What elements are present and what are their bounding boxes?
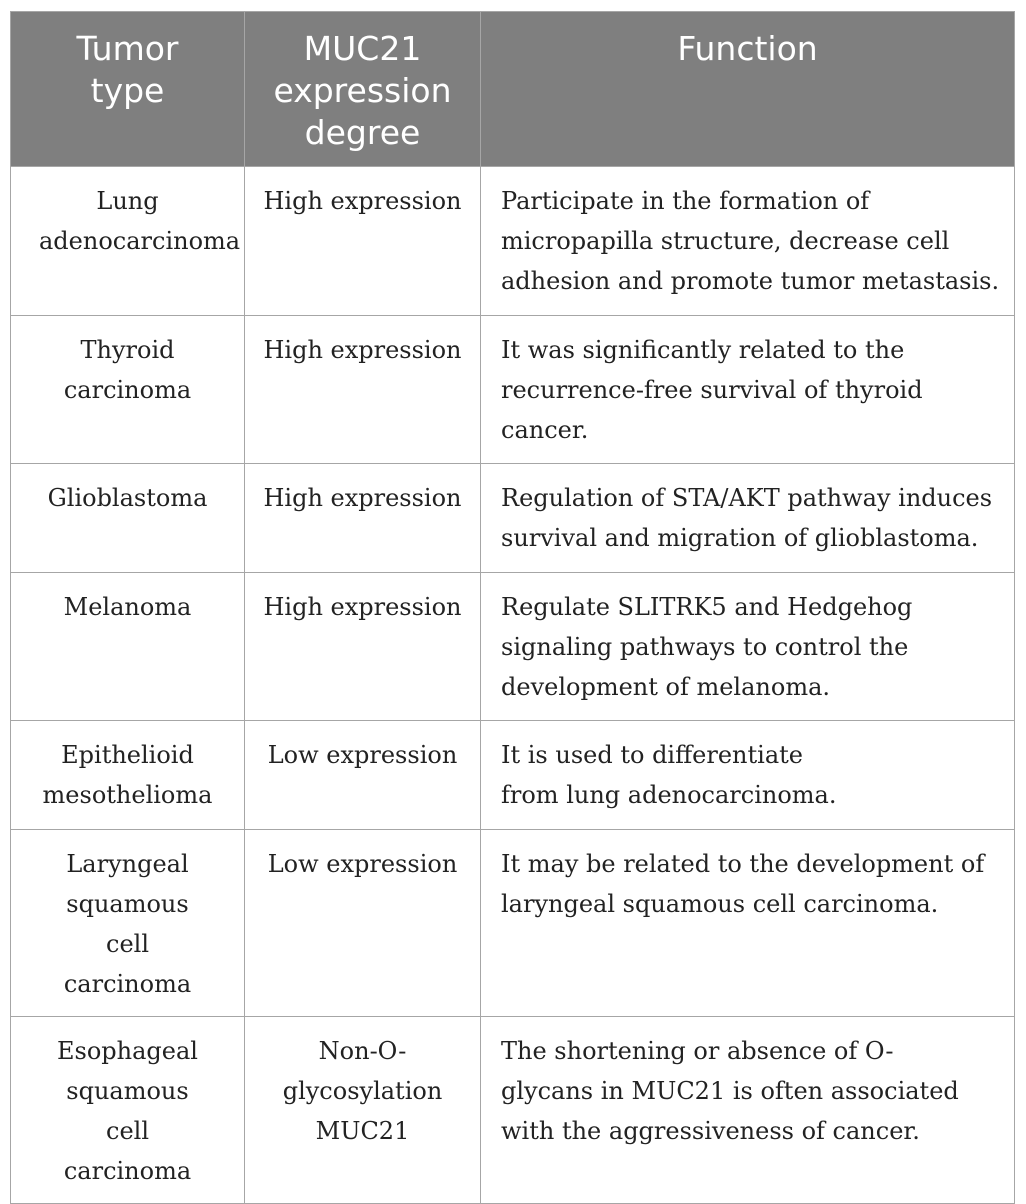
header-function xyxy=(481,12,1015,167)
cell-tumor-type: Melanoma xyxy=(11,573,245,721)
cell-tumor-type: Glioblastoma xyxy=(11,464,245,573)
cell-expression: Low expression xyxy=(245,830,481,1017)
cell-function: The shortening or absence of O-glycans in MUC21 is often associated with the aggressiveness of cancer. xyxy=(481,1017,1015,1204)
cell-tumor-type: Laryngeal squamous cell carcinoma xyxy=(11,830,245,1017)
cell-tumor-type: Esophageal squamous cell carcinoma xyxy=(11,1017,245,1204)
cell-function: Participate in the formation of micropapilla structure, decrease cell adhesion and promote tumor metastasis. xyxy=(481,167,1015,316)
cell-function: Regulation of STA/AKT pathway induces survival and migration of glioblastoma. xyxy=(481,464,1015,573)
header-tumor-type xyxy=(11,12,245,167)
table-row xyxy=(11,830,1015,1017)
cell-expression: High expression xyxy=(245,167,481,316)
cell-function: Regulate SLITRK5 and Hedgehog signaling pathways to control the development of melanoma. xyxy=(481,573,1015,721)
cell-tumor-type: Lung adenocarcinoma xyxy=(11,167,245,316)
header-tumor-type-label: Tumor type xyxy=(76,29,179,110)
table-row xyxy=(11,316,1015,464)
cell-tumor-type: Epithelioid mesothelioma xyxy=(11,721,245,830)
cell-expression: Low expression xyxy=(245,721,481,830)
cell-expression: High expression xyxy=(245,316,481,464)
cell-tumor-type: Thyroid carcinoma xyxy=(11,316,245,464)
cell-expression: Non-O-glycosylation MUC21 xyxy=(245,1017,481,1204)
cell-function: It was significantly related to the recurrence-free survival of thyroid cancer. xyxy=(481,316,1015,464)
header-expression-degree xyxy=(245,12,481,167)
cell-function: It may be related to the development of laryngeal squamous cell carcinoma. xyxy=(481,830,1015,1017)
header-function-label: Function xyxy=(677,29,818,68)
header-row xyxy=(11,12,1015,167)
muc21-tumor-table xyxy=(10,11,1015,1204)
cell-expression: High expression xyxy=(245,464,481,573)
table-row xyxy=(11,1017,1015,1204)
header-expression-degree-label: MUC21 expression degree xyxy=(273,29,452,152)
cell-function: It is used to differentiate from lung adenocarcinoma. xyxy=(481,721,1015,830)
table-header xyxy=(11,12,1015,167)
table-row xyxy=(11,573,1015,721)
table-body xyxy=(11,167,1015,1204)
table-row xyxy=(11,167,1015,316)
cell-expression: High expression xyxy=(245,573,481,721)
table-row xyxy=(11,464,1015,573)
table-row xyxy=(11,721,1015,830)
